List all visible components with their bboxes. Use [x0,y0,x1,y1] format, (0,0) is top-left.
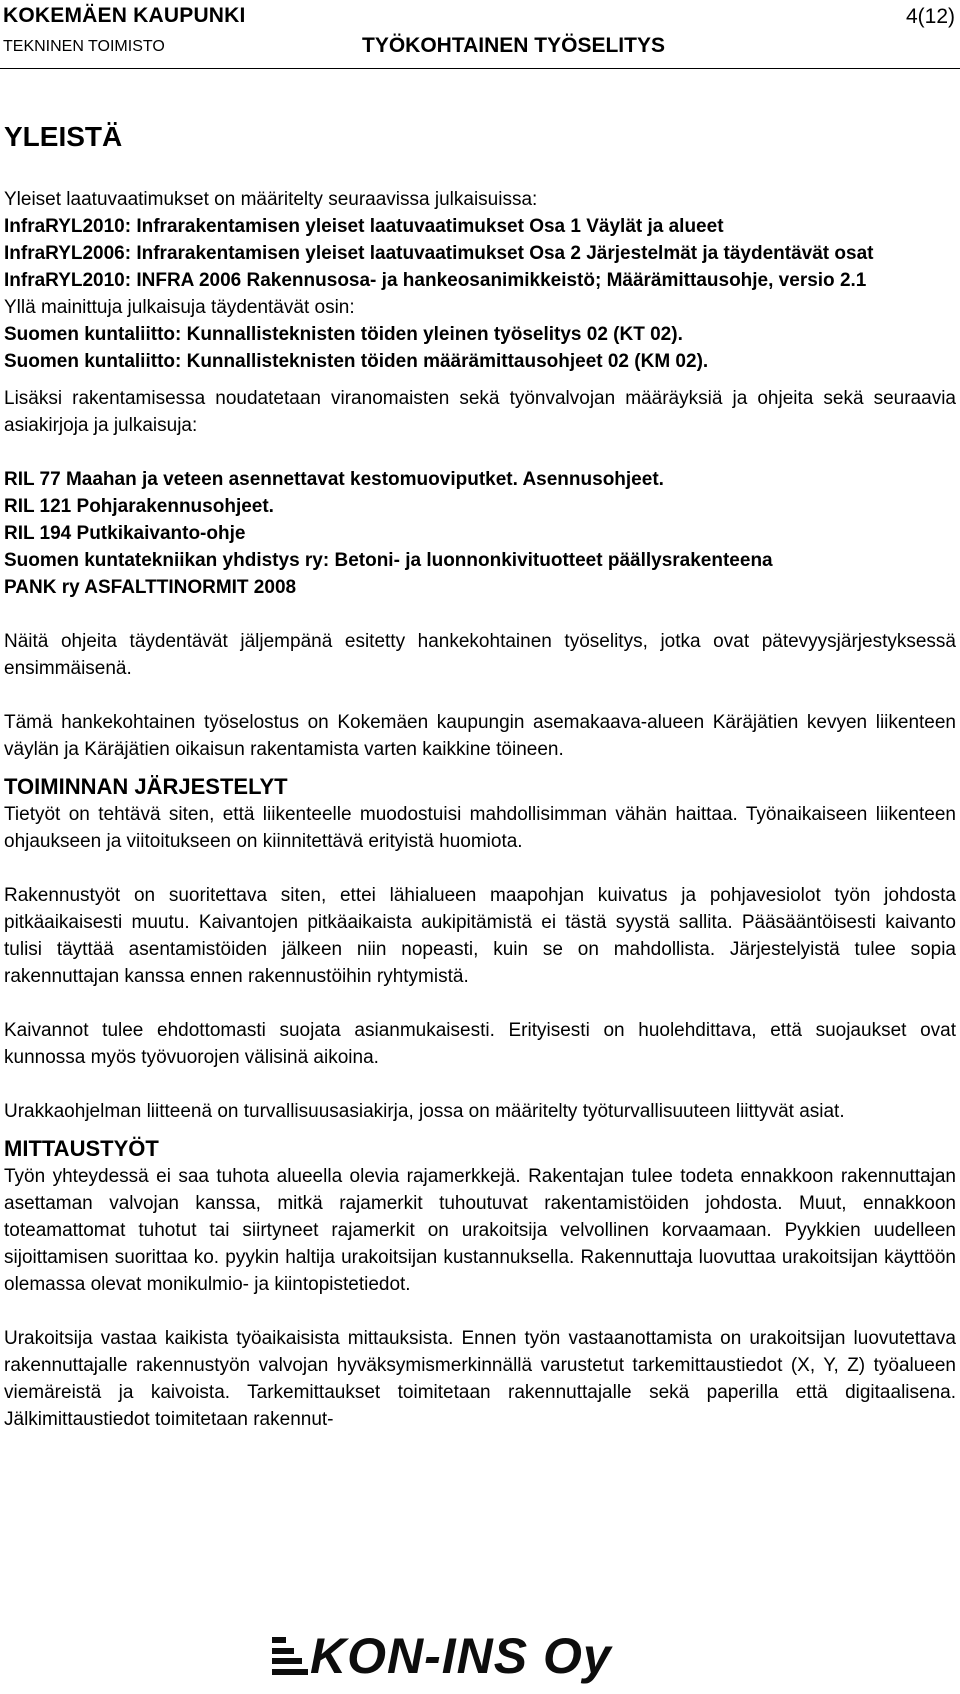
paragraph-boundary-markers: Työn yhteydessä ei saa tuhota alueella olevia rajamerkkejä. Rakentajan tulee todeta ennakkoon rakennuttajan asettaman valvojan kanssa, mitkä rajamerkit tuhoutuvat rakentamistöiden johdosta. Muut, ennakkoon toteamattomat tuhotut tai siirtyneet rajamerkit on urakoitsija velvollinen korvaamaan. Pyykkien uudelleen sijoittamisen suorittaa ko. pyykin haltija urakoitsijan kustannuksella. Rakennuttaja luovuttaa urakoitsijan käyttöön olemassa olevat monikulmio- ja kiintopistetiedot. [4,1166,956,1295]
paragraph-safety-document: Urakkaohjelman liitteenä on turvallisuusasiakirja, jossa on määritelty työturvallisuuteen liittyvät asiat. [4,1101,845,1122]
reference-ril121: RIL 121 Pohjarakennusohjeet. [4,496,274,517]
paragraph-groundwater: Rakennustyöt on suoritettava siten, ettei lähialueen maapohjan kuivatus ja pohjavesiolot työn johdosta pitkäaikaisesti muutu. Kaivantojen pitkäaikaista aukipitämistä ei tästä syystä sallita. Pääsääntöisesti kaivanto tulisi täyttää asentamistöiden jälkeen niin nopeasti, kuin se on mahdollista. Järjestelyistä tulee sopia rakennuttajan kanssa ennen rakennustöihin ryhtymistä. [4,885,956,987]
paragraph-precedence: Näitä ohjeita täydentävät jäljempänä esitetty hankekohtainen työselitys, jotka ovat pätevyysjärjestyksessä ensimmäisenä. [4,631,956,679]
reference-ril194: RIL 194 Putkikaivanto-ohje [4,523,246,544]
section-heading-yleista: YLEISTÄ [4,121,123,152]
reference-ril77: RIL 77 Maahan ja veteen asennettavat kestomuoviputket. Asennusohjeet. [4,469,664,490]
document-body [4,120,956,1433]
paragraph-excavation-safety: Kaivannot tulee ehdottomasti suojata asianmukaisesti. Erityisesti on huolehdittava, että suojaukset ovat kunnossa myös työvuorojen välisinä aikoina. [4,1020,956,1068]
document-title: TYÖKOHTAINEN TYÖSELITYS [362,34,665,57]
page-number: 4(12) [905,5,955,28]
header-divider [0,68,960,69]
company-logo [272,1626,642,1686]
department-name: TEKNINEN TOIMISTO [3,38,165,55]
reference-infraryl-osa1: InfraRYL2010: Infrarakentamisen yleiset laatuvaatimukset Osa 1 Väylät ja alueet [4,216,724,237]
reference-asfalttinormit: PANK ry ASFALTTINORMIT 2008 [4,577,297,598]
paragraph-measurements: Urakoitsija vastaa kaikista työaikaisista mittauksista. Ennen työn vastaanottamista on urakoitsijan luovutettava rakennuttajalle rakennustyön valvojan hyväksymismerkinnällä varustetut tarkemittaustiedot (X, Y, Z) työalueen viemäreistä ja kaivoista. Tarkemittaukset toimitetaan rakennuttajalle sekä paperilla että digitaalisena. Jälkimittaustiedot toimitetaan rakennut- [4,1328,956,1430]
logo-text: KON-INS Oy [310,1628,612,1684]
reference-km02: Suomen kuntaliitto: Kunnallisteknisten töiden määrämittausohjeet 02 (KM 02). [4,351,709,372]
reference-kt02: Suomen kuntaliitto: Kunnallisteknisten töiden yleinen työselitys 02 (KT 02). [4,324,683,345]
section-heading-toiminnan-jarjestelyt: TOIMINNAN JÄRJESTELYT [4,774,288,799]
paragraph-scope: Tämä hankekohtainen työselostus on Kokemäen kaupungin asemakaava-alueen Käräjätien kevyen liikenteen väylän ja Käräjätien oikaisun rakentamista varten kaikkine töineen. [4,712,956,760]
logo-stripes [272,1637,308,1675]
reference-infraryl-osa2: InfraRYL2006: Infrarakentamisen yleiset laatuvaatimukset Osa 2 Järjestelmät ja täydentävät osat [4,243,874,264]
reference-infraryl-nimikkeisto: InfraRYL2010: INFRA 2006 Rakennusosa- ja hankeosanimikkeistö; Määrämittausohje, versio 2.1 [4,270,867,291]
paragraph-traffic: Tietyöt on tehtävä siten, että liikenteelle muodostuisi mahdollisimman vähän haittaa. Työnaikaiseen liikenteen ohjaukseen ja viitoitukseen on kiinnitettävä erityistä huomiota. [4,804,956,852]
intro-text: Yleiset laatuvaatimukset on määritelty seuraavissa julkaisuissa: [4,189,538,210]
supplement-intro: Yllä mainittuja julkaisuja täydentävät osin: [4,297,355,318]
reference-kuntatekniikka: Suomen kuntatekniikan yhdistys ry: Betoni- ja luonnonkivituotteet päällysrakenteena [4,550,773,571]
paragraph-additional-rules: Lisäksi rakentamisessa noudatetaan viranomaisten sekä työnvalvojan määräyksiä ja ohjeita sekä seuraavia asiakirjoja ja julkaisuja: [4,388,956,436]
section-heading-mittaustyot: MITTAUSTYÖT [4,1136,159,1161]
organization-name: KOKEMÄEN KAUPUNKI [3,4,246,27]
